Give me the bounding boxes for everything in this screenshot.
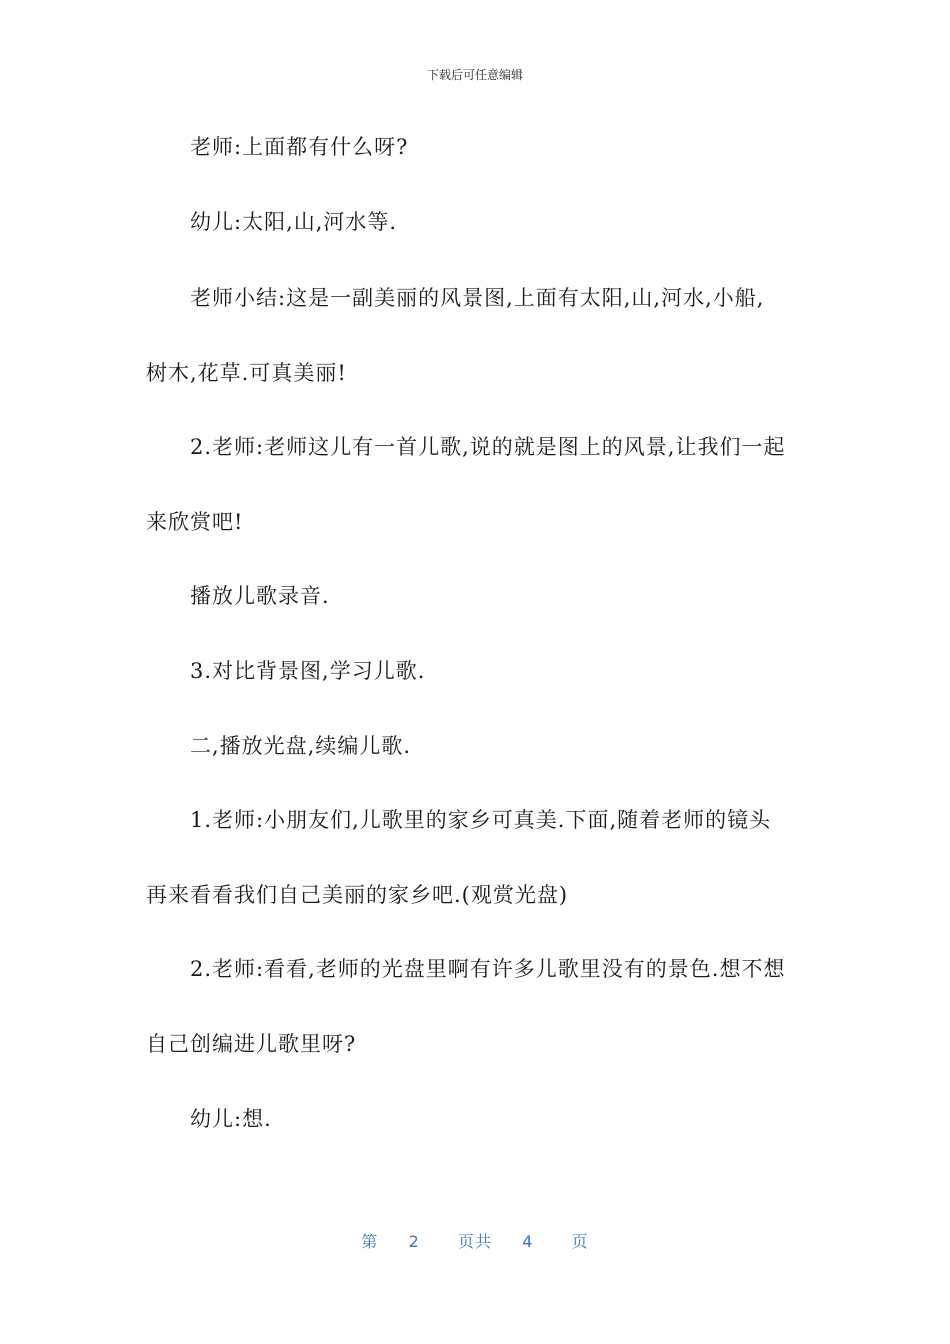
paragraph-line: 1.老师:小朋友们,儿歌里的家乡可真美.下面,随着老师的镜头 xyxy=(190,808,772,832)
paragraph-line: 播放儿歌录音. xyxy=(190,584,330,608)
footer-middle: 页共 xyxy=(457,1232,492,1251)
paragraph-line: 再来看看我们自己美丽的家乡吧.(观赏光盘) xyxy=(146,883,569,907)
paragraph-line: 幼儿:想. xyxy=(190,1107,272,1131)
footer-suffix: 页 xyxy=(571,1232,589,1251)
paragraph-line: 老师小结:这是一副美丽的风景图,上面有太阳,山,河水,小船, xyxy=(190,286,765,310)
paragraph-line: 幼儿:太阳,山,河水等. xyxy=(190,210,398,234)
footer-prefix: 第 xyxy=(361,1232,379,1251)
paragraph-line: 2.老师:老师这儿有一首儿歌,说的就是图上的风景,让我们一起 xyxy=(190,435,786,459)
paragraph-line: 老师:上面都有什么呀? xyxy=(190,135,409,159)
paragraph-line: 2.老师:看看,老师的光盘里啊有许多儿歌里没有的景色.想不想 xyxy=(190,957,786,981)
paragraph-line: 二,播放光盘,续编儿歌. xyxy=(190,734,412,758)
paragraph-line: 来欣赏吧! xyxy=(146,510,244,534)
page-footer xyxy=(0,1229,950,1252)
paragraph-line: 树木,花草.可真美丽! xyxy=(146,361,347,385)
paragraph-line: 自己创编进儿歌里呀? xyxy=(146,1032,357,1056)
paragraph-line: 3.对比背景图,学习儿歌. xyxy=(190,659,426,683)
footer-current-page: 2 xyxy=(408,1232,420,1251)
footer-total-pages: 4 xyxy=(522,1232,534,1251)
page-header: 下载后可任意编辑 xyxy=(426,68,523,82)
